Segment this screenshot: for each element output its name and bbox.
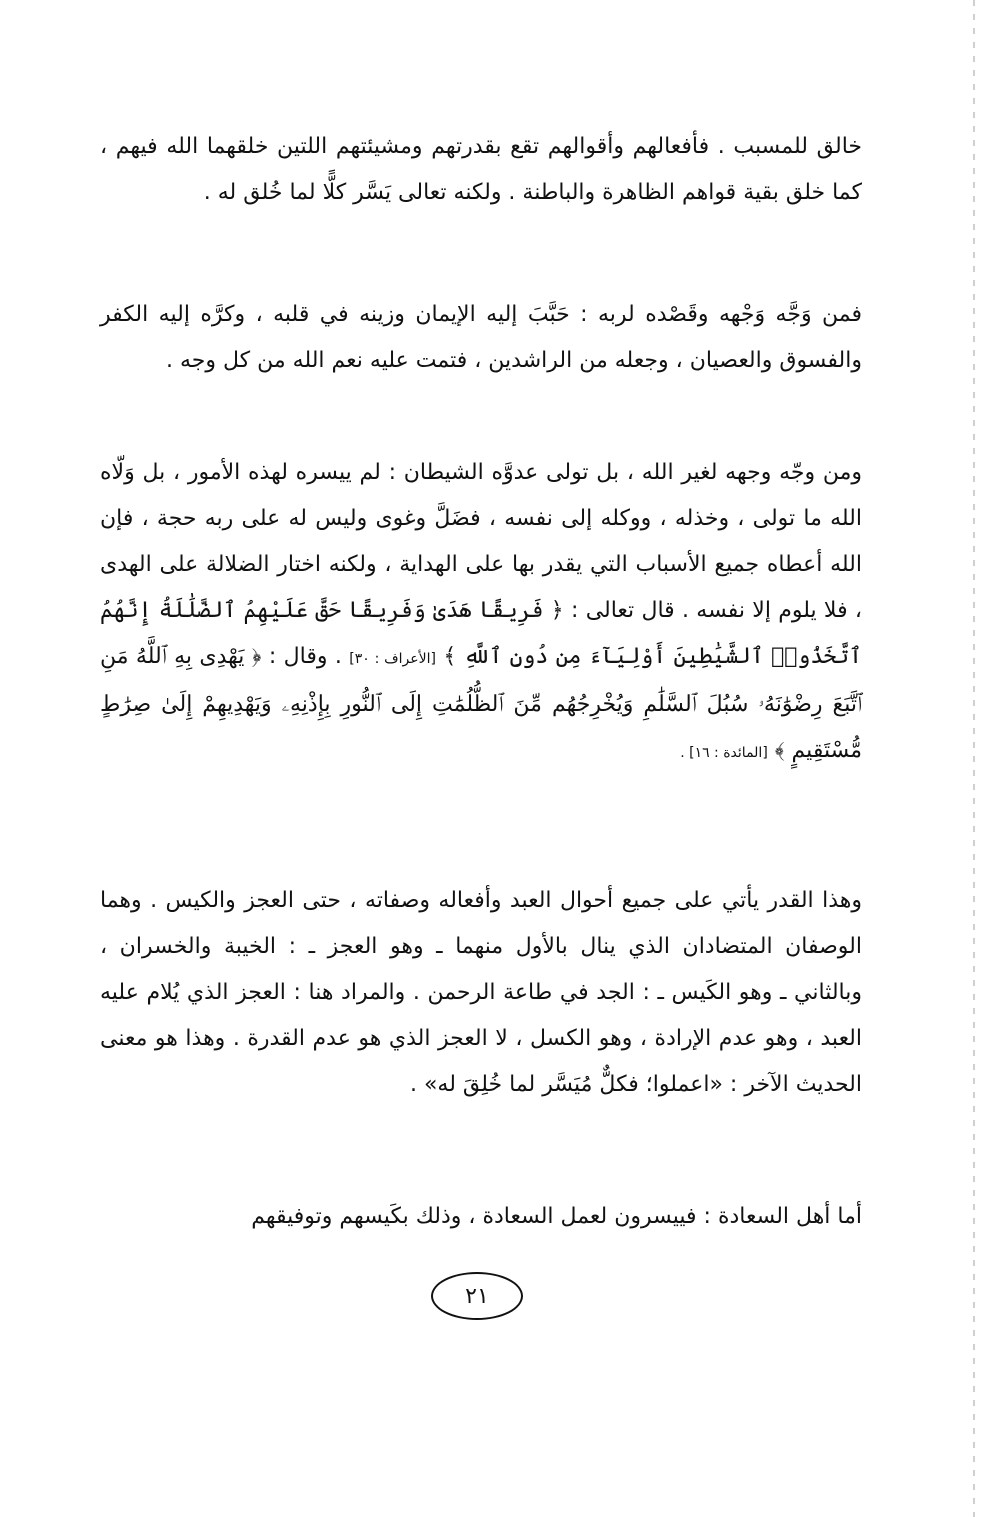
paragraph-5: أما أهل السعادة : فييسرون لعمل السعادة ، وذلك بكَيسهم وتوفيقهم (251, 1204, 862, 1229)
page-number: ٢١ (431, 1272, 523, 1320)
verse-reference-2: [المائدة : ١٦] . (680, 745, 768, 761)
verse-reference-1: [الأعراف : ٣٠] (349, 651, 436, 667)
page-edge-shadow (973, 0, 975, 1517)
paragraph-1: خالق للمسبب . فأفعالهم وأقوالهم تقع بقدرتهم ومشيئتهم اللتين خلقهما الله فيهم ، كما خلق بقية قواهم الظاهرة والباطنة . ولكنه تعالى يَسَّر كلًّا لما خُلق له . (100, 134, 862, 205)
paragraph-2: فمن وَجَّه وَجْهه وقَصْده لربه : حَبَّبَ إليه الإيمان وزينه في قلبه ، وكرَّه إليه الكفر والفسوق والعصيان ، وجعله من الراشدين ، فتمت عليه نعم الله من كل وجه . (100, 302, 862, 373)
quran-verse-1: ﴿ فَرِيقًا هَدَىٰ وَفَرِيقًا حَقَّ عَلَيْهِمُ ٱلضَّلَٰلَةُ إِنَّهُمُ ٱتَّخَذُوا۟ ٱلشَّيَٰطِينَ أَوْلِيَآءَ مِن دُونِ ٱللَّهِ ﴾ (100, 598, 862, 669)
quran-verse-2: ﴿ يَهْدِى بِهِ ٱللَّهُ مَنِ ٱتَّبَعَ رِضْوَٰنَهُۥ سُبُلَ ٱلسَّلَٰمِ وَيُخْرِجُهُم مِّنَ ٱلظُّلُمَٰتِ إِلَى ٱلنُّورِ بِإِذْنِهِۦ وَيَهْدِيهِمْ إِلَىٰ صِرَٰطٍ مُّسْتَقِيمٍ ﴾ (100, 644, 862, 763)
paragraph-3-connector: . وقال : (268, 644, 342, 669)
paragraph-4: وهذا القدر يأتي على جميع أحوال العبد وأفعاله وصفاته ، حتى العجز والكيس . وهما الوصفان المتضادان الذي ينال بالأول منهما ـ وهو العجز ـ : الخيبة والخسران ، وبالثاني ـ وهو الكَيس ـ : الجد في طاعة الرحمن . والمراد هنا : العجز الذي يُلام عليه العبد ، وهو عدم الإرادة ، وهو الكسل ، لا العجز الذي هو عدم القدرة . وهذا هو معنى الحديث الآخر : «اعملوا؛ فكلٌّ مُيَسَّر لما خُلِقَ له» . (100, 888, 862, 1097)
paragraph-3 (100, 450, 862, 776)
paragraph-3-text: ومن وجّه وجهه لغير الله ، بل تولى عدوَّه الشيطان : لم ييسره لهذه الأمور ، بل وَلّاه الله ما تولى ، وخذله ، ووكله إلى نفسه ، فضَلَّ وغوى وليس له على ربه حجة ، فإن الله أعطاه جميع الأسباب التي يقدر بها على الهداية ، ولكنه اختار الضلالة على الهدى ، فلا يلوم إلا نفسه . قال تعالى : (100, 460, 862, 623)
